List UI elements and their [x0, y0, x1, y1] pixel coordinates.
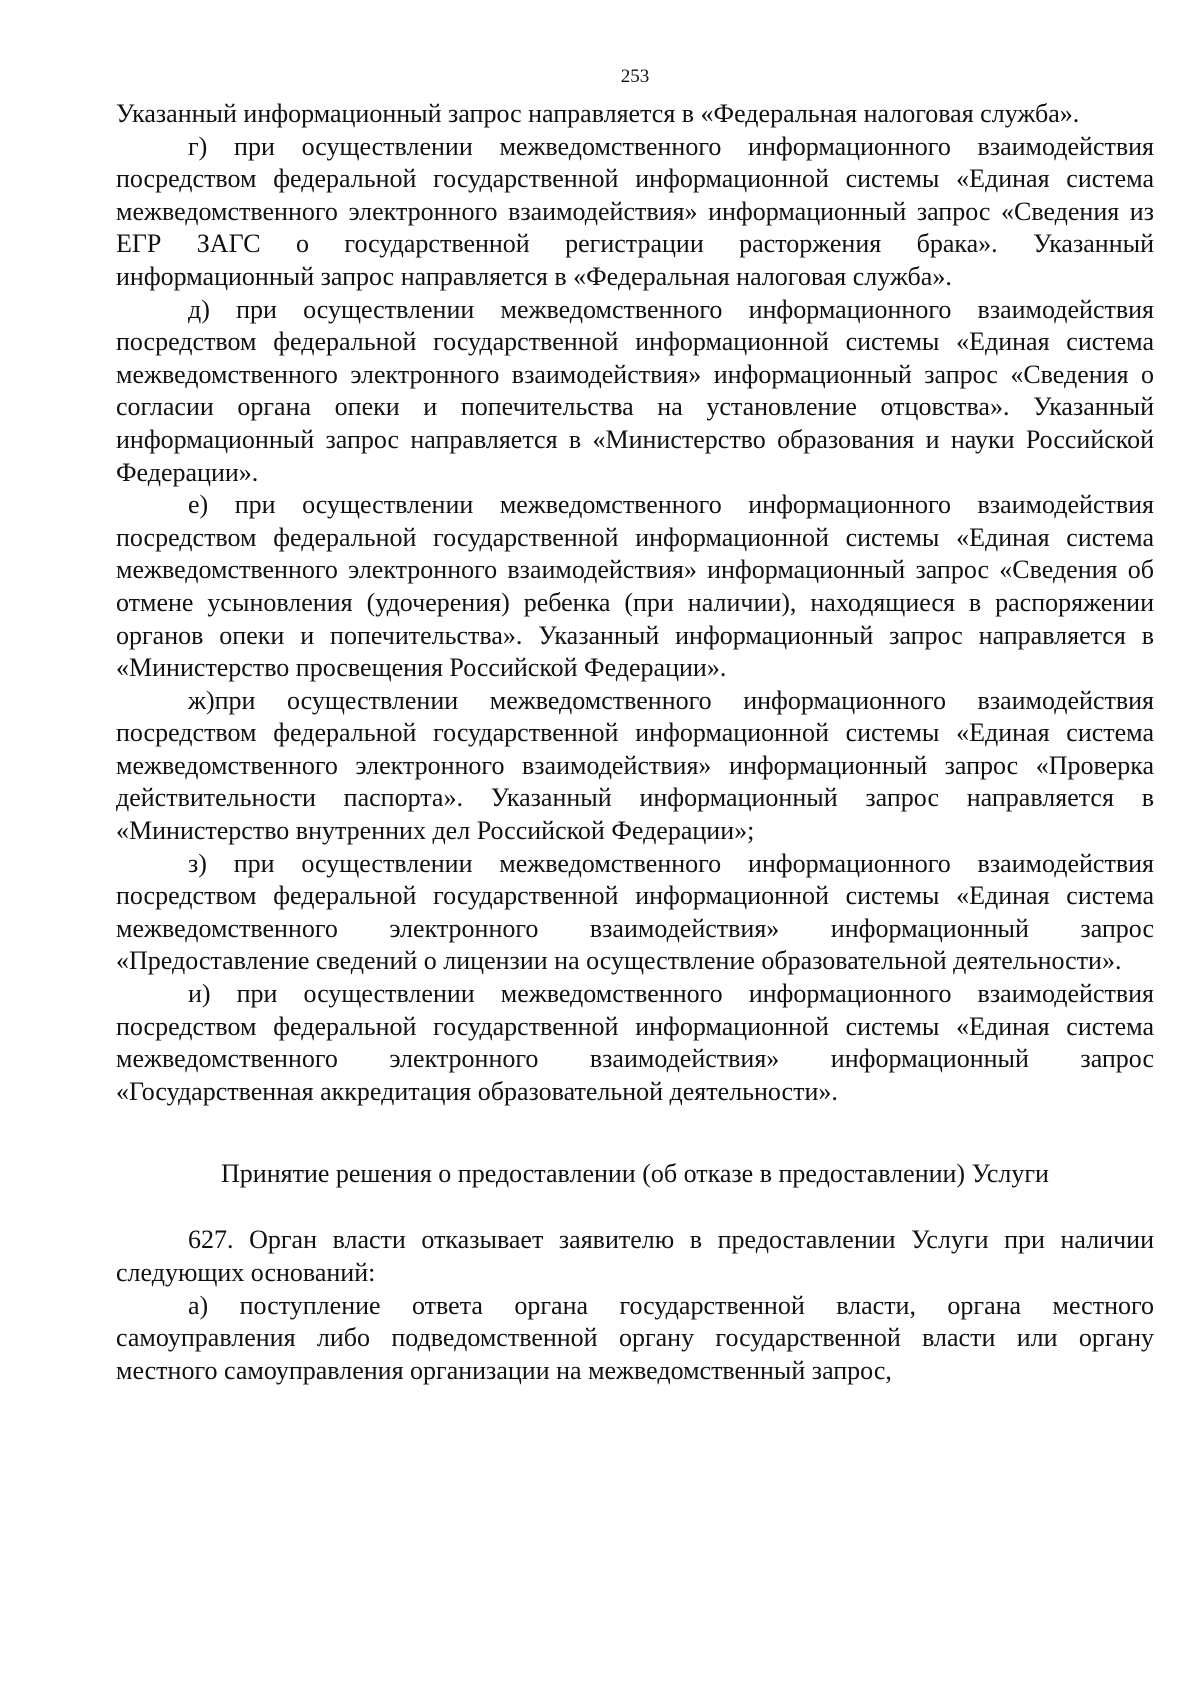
- page-number: 253: [620, 66, 650, 87]
- paragraph-item-zh: ж)при осуществлении межведомственного информационного взаимодействия посредством федеральной государственной информационной системы «Единая система межведомственного электронного взаимодействия» информационный запрос «Проверка действительности паспорта». Указанный информационный запрос направляется в «Министерство внутренних дел Российской Федерации»;: [116, 685, 1154, 846]
- paragraph-continuation: Указанный информационный запрос направляется в «Федеральная налоговая служба».: [116, 99, 1080, 128]
- paragraph-item-a: а) поступление ответа органа государственной власти, органа местного самоуправления либо подведомственной органу государственной власти или органу местного самоуправления организации на межведомственный запрос,: [116, 1290, 1154, 1385]
- paragraph-item-z: з) при осуществлении межведомственного информационного взаимодействия посредством федеральной государственной информационной системы «Единая система межведомственного электронного взаимодействия» информационный запрос «Предоставление сведений о лицензии на осуществление образовательной деятельности».: [116, 848, 1154, 976]
- paragraph-item-e: е) при осуществлении межведомственного информационного взаимодействия посредством федеральной государственной информационной системы «Единая система межведомственного электронного взаимодействия» информационный запрос «Сведения об отмене усыновления (удочерения) ребенка (при наличии), находящиеся в распоряжении органов опеки и попечительства». Указанный информационный запрос направляется в «Министерство просвещения Российской Федерации».: [116, 490, 1154, 683]
- paragraph-item-g: г) при осуществлении межведомственного информационного взаимодействия посредством федеральной государственной информационной системы «Единая система межведомственного электронного взаимодействия» информационный запрос «Сведения из ЕГР ЗАГС о государственной регистрации расторжения брака». Указанный информационный запрос направляется в «Федеральная налоговая служба».: [116, 131, 1154, 291]
- paragraph-627: 627. Орган власти отказывает заявителю в предоставлении Услуги при наличии следующих оснований:: [116, 1225, 1154, 1287]
- document-page: [116, 66, 1154, 1387]
- paragraph-item-i: и) при осуществлении межведомственного информационного взаимодействия посредством федеральной государственной информационной системы «Единая система межведомственного электронного взаимодействия» информационный запрос «Государственная аккредитация образовательной деятельности».: [116, 979, 1154, 1106]
- paragraph-item-d: д) при осуществлении межведомственного информационного взаимодействия посредством федеральной государственной информационной системы «Единая система межведомственного электронного взаимодействия» информационный запрос «Сведения о согласии органа опеки и попечительства на установление отцовства». Указанный информационный запрос направляется в «Министерство образования и науки Российской Федерации».: [116, 294, 1154, 487]
- section-heading: Принятие решения о предоставлении (об отказе в предоставлении) Услуги: [221, 1159, 1049, 1189]
